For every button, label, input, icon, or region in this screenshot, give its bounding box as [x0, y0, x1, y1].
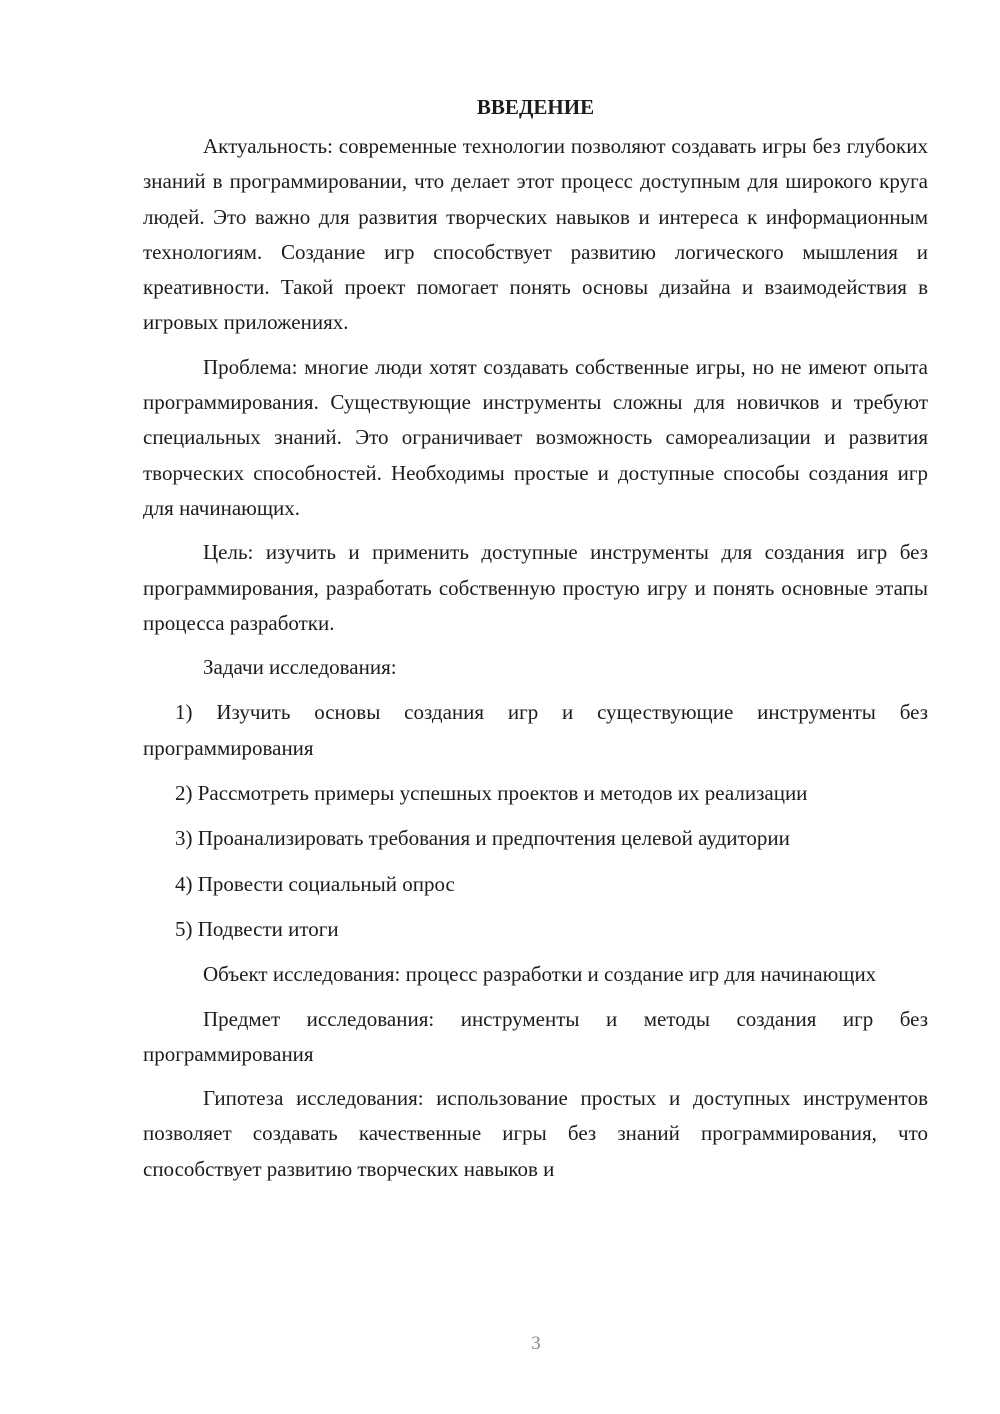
- goal-paragraph: Цель: изучить и применить доступные инструменты для создания игр без программирования, разработать собственную простую игру и понять основные этапы процесса разработки.: [143, 540, 928, 635]
- task-item: 5) Подвести итоги: [175, 916, 339, 941]
- subject-paragraph: Предмет исследования: инструменты и методы создания игр без программирования: [143, 1006, 928, 1066]
- object-paragraph: Объект исследования: процесс разработки и создание игр для начинающих: [203, 962, 877, 987]
- task-item: 1) Изучить основы создания игр и существующие инструменты без программирования: [143, 700, 928, 760]
- page-number: 3: [531, 1333, 541, 1354]
- document-page: [143, 90, 928, 1196]
- section-heading: ВВЕДЕНИЕ: [476, 95, 595, 119]
- task-item: 4) Провести социальный опрос: [175, 871, 455, 896]
- tasks-list: [143, 695, 928, 947]
- hypothesis-paragraph: Гипотеза исследования: использование простых и доступных инструментов позволяет создавать качественные игры без знаний программирования, что способствует развитию творческих навыков и: [143, 1086, 928, 1181]
- tasks-title: Задачи исследования:: [203, 655, 397, 680]
- task-item: 3) Проанализировать требования и предпочтения целевой аудитории: [175, 826, 790, 851]
- problem-paragraph: Проблема: многие люди хотят создавать собственные игры, но не имеют опыта программирования. Существующие инструменты сложны для новичков и требуют специальных знаний. Это ограничивает возможность самореализации и развития творческих способностей. Необходимы простые и доступные способы создания игр для начинающих.: [143, 354, 928, 520]
- task-item: 2) Рассмотреть примеры успешных проектов и методов их реализации: [175, 781, 808, 806]
- relevance-paragraph: Актуальность: современные технологии позволяют создавать игры без глубоких знаний в программировании, что делает этот процесс доступным для широкого круга людей. Это важно для развития творческих навыков и интереса к информационным технологиям. Создание игр способствует развитию логического мышления и креативности. Такой проект помогает понять основы дизайна и взаимодействия в игровых приложениях.: [143, 134, 928, 335]
